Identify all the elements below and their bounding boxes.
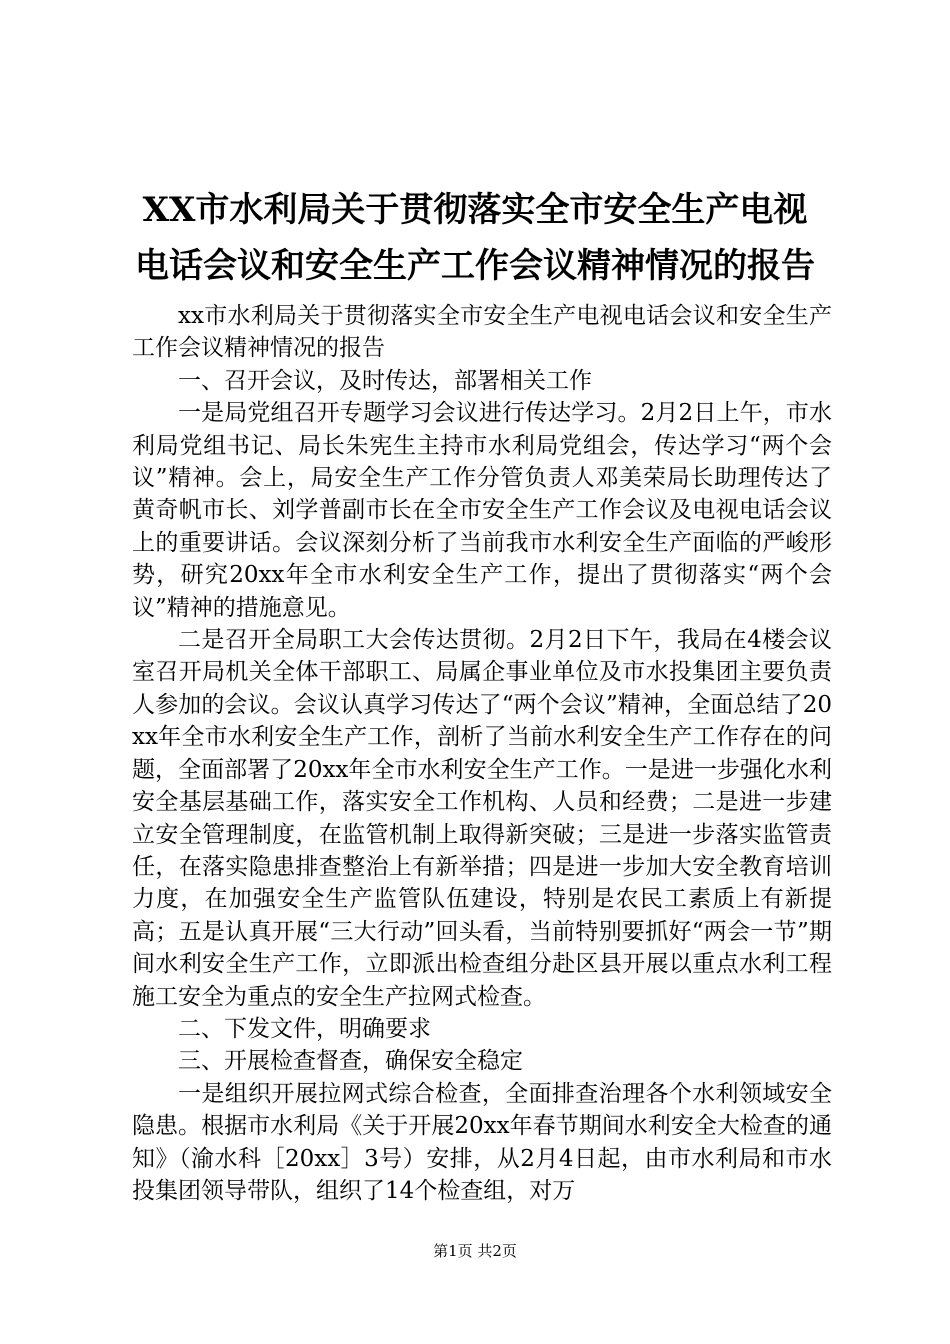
section-heading-3: 三、开展检查督查，确保安全稳定	[178, 1048, 523, 1075]
section-heading-1: 一、召开会议，及时传达，部署相关工作	[178, 367, 592, 394]
paragraph-inspection: 一是组织开展拉网式综合检查，全面排查治理各个水利领域安全隐患。根据市水利局《关于开展20xx年春节期间水利安全大检查的通知》（渝水科［20xx］3号）安排，从2月4日起，由市水利局和市水投集团领导带队，组织了14个检查组，对万	[132, 1080, 832, 1204]
paragraph-report-heading: xx市水利局关于贯彻落实全市安全生产电视电话会议和安全生产工作会议精神情况的报告	[132, 303, 832, 362]
document-title-line-1: XX市水利局关于贯彻落实全市安全生产电视	[142, 190, 808, 230]
paragraph-staff-meeting: 二是召开全局职工大会传达贯彻。2月2日下午，我局在4楼会议室召开局机关全体干部职工、局属企事业单位及市水投集团主要负责人参加的会议。会议认真学习传达了“两个会议”精神，全面总结了20xx年全市水利安全生产工作，剖析了当前水利安全生产工作存在的问题，全面部署了20xx年全市水利安全生产工作。一是进一步强化水利安全基层基础工作，落实安全工作机构、人员和经费；二是进一步建立安全管理制度，在监管机制上取得新突破；三是进一步落实监管责任，在落实隐患排查整治上有新举措；四是进一步加大安全教育培训力度，在加强安全生产监管队伍建设，特别是农民工素质上有新提高；五是认真开展“三大行动”回头看，当前特别要抓好“两会一节”期间水利安全生产工作，立即派出检查组分赴区县开展以重点水利工程施工安全为重点的安全生产拉网式检查。	[132, 627, 832, 1010]
section-heading-2: 二、下发文件，明确要求	[178, 1015, 431, 1042]
document-body	[132, 300, 832, 1207]
document-title-line-2: 电话会议和安全生产工作会议精神情况的报告	[135, 246, 815, 286]
paragraph-study-meeting: 一是局党组召开专题学习会议进行传达学习。2月2日上午，市水利局党组书记、局长朱宪生主持市水利局党组会，传达学习“两个会议”精神。会上，局安全生产工作分管负责人邓美荣局长助理传达了黄奇帆市长、刘学普副市长在全市安全生产工作会议及电视电话会议上的重要讲话。会议深刻分析了当前我市水利安全生产面临的严峻形势，研究20xx年全市水利安全生产工作，提出了贯彻落实“两个会议”精神的措施意见。	[132, 400, 832, 621]
page-number-footer: 第1页 共2页	[433, 1242, 517, 1260]
